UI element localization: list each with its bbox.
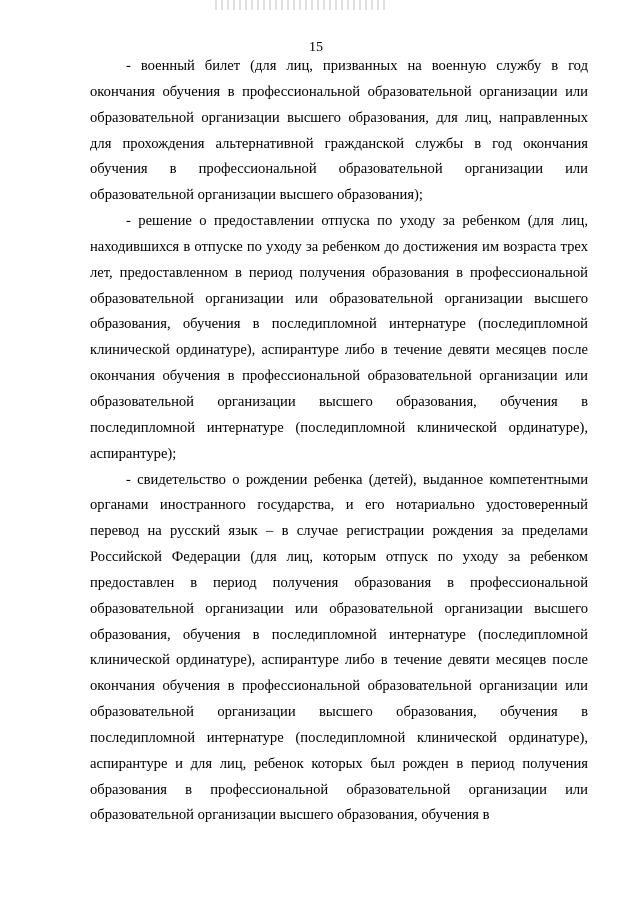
document-body [90,54,588,829]
page-number: 15 [309,40,323,55]
paragraph-military-id: - военный билет (для лиц, призванных на военную службу в год окончания обучения в профессиональной образовательной организации или образовательной организации высшего образования, для лиц, направленных для прохождения альтернативной гражданской службы в год окончания обучения в профессиональной образовательной организации или образовательной организации высшего образования); [90,58,588,204]
scan-artifact [215,0,385,10]
paragraph-childcare-leave-decision: - решение о предоставлении отпуска по уходу за ребенком (для лиц, находившихся в отпуске по уходу за ребенком до достижения им возраста трех лет, предоставленном в период получения образования в профессиональной образовательной организации или образовательной организации высшего образования, обучения в последипломной интернатуре (последипломной клинической ординатуре), аспирантуре либо в течение девяти месяцев после окончания обучения в профессиональной образовательной организации или образовательной организации высшего образования, обучения в последипломной интернатуре (последипломной клинической ординатуре), аспирантуре); [90,213,588,462]
paragraph-birth-certificate: - свидетельство о рождении ребенка (детей), выданное компетентными органами иностранного государства, и его нотариально удостоверенный перевод на русский язык – в случае регистрации рождения за пределами Российской Федерации (для лиц, которым отпуск по уходу за ребенком предоставлен в период получения образования в профессиональной образовательной организации или образовательной организации высшего образования, обучения в последипломной интернатуре (последипломной клинической ординатуре), аспирантуре либо в течение девяти месяцев после окончания обучения в профессиональной образовательной организации или образовательной организации высшего образования, обучения в последипломной интернатуре (последипломной клинической ординатуре), аспирантуре и для лиц, ребенок которых был рожден в период получения образования в профессиональной образовательной организации или образовательной организации высшего образования, обучения в [90,471,588,824]
